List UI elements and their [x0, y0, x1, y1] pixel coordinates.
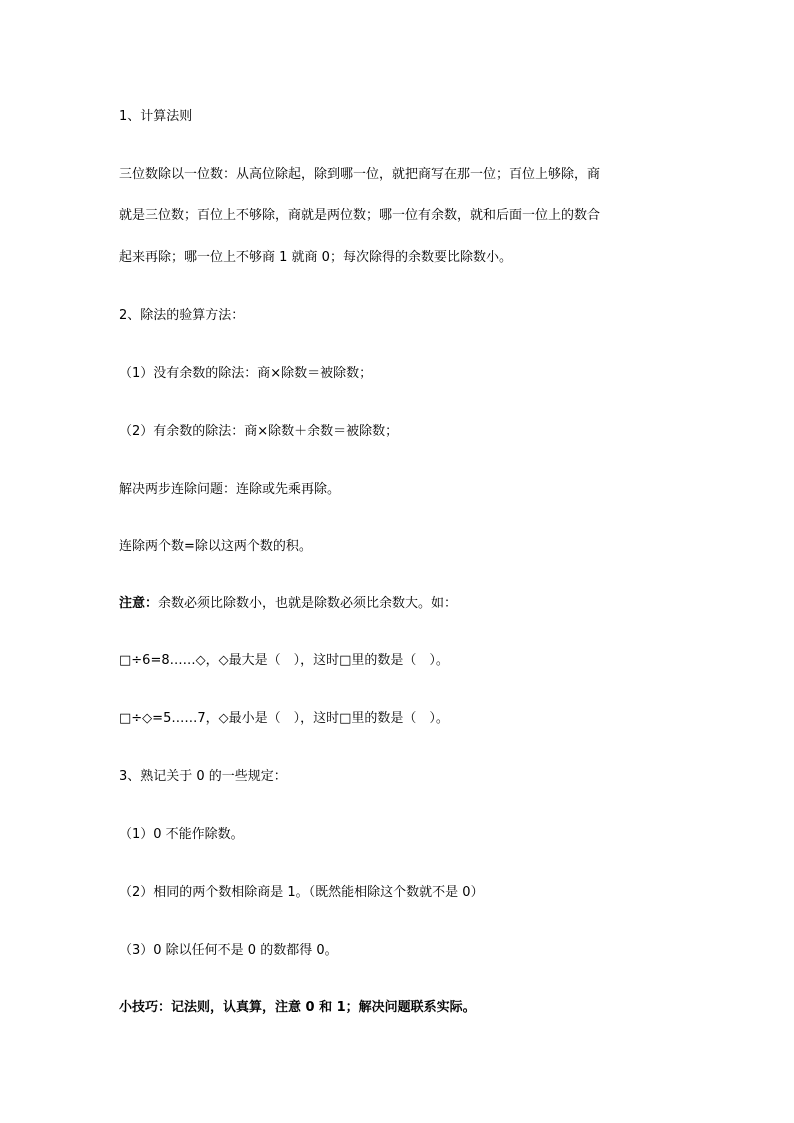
rule-paragraph-line-3: 起来再除；哪一位上不够商 1 就商 0；每次除得的余数要比除数小。	[119, 250, 512, 265]
zero-rule-3: （3）0 除以任何不是 0 的数都得 0。	[119, 943, 338, 958]
section-heading-zero-rules: 3、熟记关于 0 的一些规定：	[119, 769, 287, 784]
note-label: 注意：	[119, 596, 159, 611]
rule-paragraph-line-1: 三位数除以一位数：从高位除起，除到哪一位，就把商写在那一位；百位上够除，商	[119, 167, 601, 182]
check-method-1: （1）没有余数的除法：商×除数＝被除数；	[119, 366, 373, 381]
consecutive-division-text: 连除两个数=除以这两个数的积。	[119, 539, 312, 554]
example-2: □÷◇=5……7，◇最小是（ ），这时□里的数是（ ）。	[119, 711, 449, 726]
check-method-2: （2）有余数的除法：商×除数＋余数＝被除数；	[119, 424, 399, 439]
two-step-division-text: 解决两步连除问题：连除或先乘再除。	[119, 482, 341, 497]
note-line	[119, 595, 689, 613]
note-text: 余数必须比除数小，也就是除数必须比余数大。如：	[158, 596, 458, 611]
tip-line: 小技巧：记法则，认真算，注意 0 和 1；解决问题联系实际。	[119, 1000, 476, 1015]
zero-rule-2: （2）相同的两个数相除商是 1。（既然能相除这个数就不是 0）	[119, 885, 484, 900]
zero-rule-1: （1）0 不能作除数。	[119, 827, 244, 842]
rule-paragraph-line-2: 就是三位数；百位上不够除，商就是两位数；哪一位有余数，就和后面一位上的数合	[119, 208, 601, 223]
section-heading-check-methods: 2、除法的验算方法：	[119, 308, 245, 323]
example-1: □÷6=8……◇，◇最大是（ ），这时□里的数是（ ）。	[119, 653, 449, 668]
section-heading-calculation-rules: 1、计算法则	[119, 109, 193, 124]
